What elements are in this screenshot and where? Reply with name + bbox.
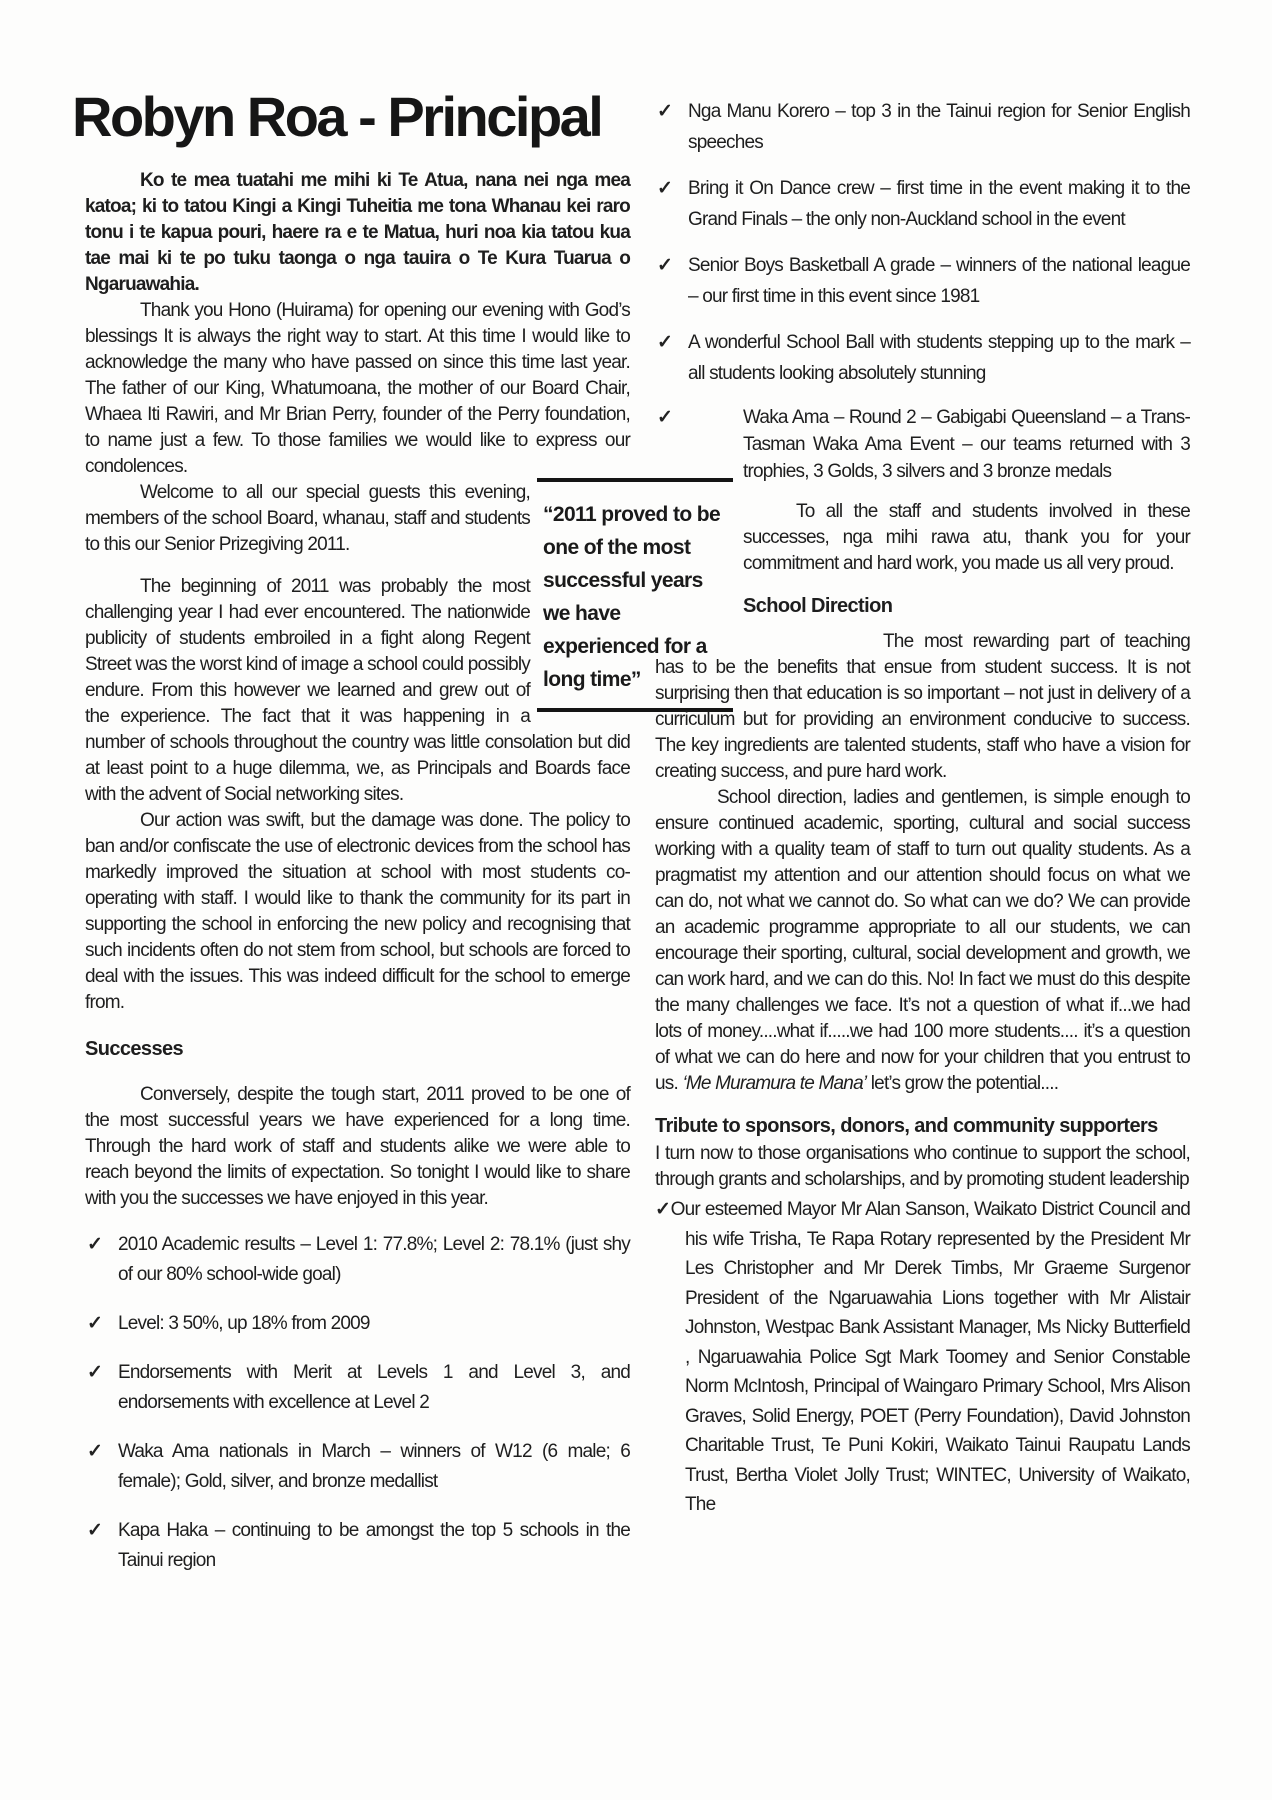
list-item (655, 173, 1190, 235)
list-item-text: Kapa Haka – continuing to be amongst the top 5 schools in the Tainui region (118, 1520, 630, 1571)
list-item (85, 1437, 630, 1497)
check-icon: ✓ (657, 255, 673, 276)
sponsor-list-item (655, 1195, 1190, 1520)
sponsor-list-text: Our esteemed Mayor Mr Alan Sanson, Waikato District Council and his wife Trisha, Te Rapa Rotary represented by the President Mr Les Christopher and Mr Derek Timbs, Mr Graeme Surgenor President of the Ngaruawahia Lions together with Mr Alistair Johnston, Westpac Bank Assistant Manager, Ms Nicky Butterfield , Ngaruawahia Police Sgt Mark Toomey and Senior Constable Norm McIntosh, Principal of Waingaro Primary School, Mrs Alison Graves, Solid Energy, POET (Perry Foundation), David Johnston Charitable Trust, Te Puni Kokiri, Waikato Tainui Raupatu Lands Trust, Bertha Violet Jolly Trust; WINTEC, University of Waikato, The (670, 1199, 1190, 1515)
list-item-text: Level: 3 50%, up 18% from 2009 (118, 1313, 370, 1334)
maori-motto: ‘Me Muramura te Mana’ (682, 1073, 867, 1094)
check-icon: ✓ (87, 1441, 103, 1462)
check-icon: ✓ (87, 1520, 103, 1541)
pull-quote-text: “2011 proved to be one of the most successful years we have experienced for a long time” (543, 503, 721, 691)
list-item (655, 96, 1190, 158)
direction-paragraph-2-text: School direction, ladies and gentlemen, is simple enough to ensure continued academic, sporting, cultural and social success working with a quality team of staff to turn out quality students. As a pragmatist my attention and our attention should focus on what we can do, not what we cannot do. So what can we do? We can provide an academic programme appropriate to all our students, we can encourage their sporting, cultural, social development and growth, we can work hard, and we can do this. No! In fact we must do this despite the many challenges we face. It’s not a question of what if...we had lots of money....what if.....we had 100 more students.... it’s a question of what we can do here and now for your children that you entrust to us. (655, 787, 1190, 1094)
check-icon: ✓ (657, 407, 673, 428)
list-item-text: A wonderful School Ball with students stepping up to the mark – all students looking absolutely stunning (688, 332, 1190, 384)
list-item-text: 2010 Academic results – Level 1: 77.8%; Level 2: 78.1% (just shy of our 80% school-wide goal) (118, 1234, 630, 1285)
list-item (655, 250, 1190, 312)
list-item-text: Senior Boys Basketball A grade – winners of the national league – our first time in this event since 1981 (688, 255, 1190, 307)
tribute-intro-paragraph: I turn now to those organisations who continue to support the school, through grants and scholarships, and by promoting student leadership (655, 1143, 1190, 1190)
successes-heading: Successes (85, 1038, 184, 1060)
check-icon: ✓ (87, 1313, 103, 1334)
list-item (85, 1516, 630, 1576)
thanks-paragraph: To all the staff and students involved in these successes, nga mihi rawa atu, thank you for your commitment and hard work, you made us all very proud. (743, 501, 1190, 574)
check-icon: ✓ (87, 1362, 103, 1383)
list-item-text: Waka Ama – Round 2 – Gabigabi Queensland – a Trans-Tasman Waka Ama Event – our teams returned with 3 trophies, 3 Golds, 3 silvers and 3 bronze medals (743, 407, 1190, 482)
tribute-heading: Tribute to sponsors, donors, and community supporters (655, 1115, 1158, 1137)
page-title: Robyn Roa - Principal (72, 85, 602, 148)
left-column (85, 168, 630, 1595)
list-item-text: Nga Manu Korero – top 3 in the Tainui region for Senior English speeches (688, 101, 1190, 153)
welcome-paragraph: Welcome to all our special guests this evening, members of the school Board, whanau, staff and students to this our Senior Prizegiving 2011. (85, 482, 530, 555)
check-icon: ✓ (655, 1199, 671, 1220)
list-item (655, 404, 1190, 485)
direction-paragraph-1: The most rewarding part of teaching has to be the benefits that ensue from student success. It is not surprising then that education is so important – not just in delivery of a curriculum but for providing an environment conducive to success. The key ingredients are talented students, staff who have a vision for creating success, and pure hard work. (655, 631, 1190, 782)
list-item (85, 1358, 630, 1418)
school-direction-heading: School Direction (743, 595, 893, 617)
check-icon: ✓ (87, 1234, 103, 1255)
condolences-paragraph: Thank you Hono (Huirama) for opening our evening with God’s blessings It is always the right way to start. At this time I would like to acknowledge the many who have passed on since this time last year. The father of our King, Whatumoana, the mother of our Board Chair, Whaea Iti Rawiri, and Mr Brian Perry, founder of the Perry foundation, to name just a few. To those families we would like to express our condolences. (85, 300, 630, 477)
achievements-list (655, 96, 1190, 485)
list-item-text: Endorsements with Merit at Levels 1 and Level 3, and endorsements with excellence at Level 2 (118, 1362, 630, 1413)
list-item-text: Bring it On Dance crew – first time in the event making it to the Grand Finals – the only non-Auckland school in the event (688, 178, 1190, 230)
check-icon: ✓ (657, 332, 673, 353)
check-icon: ✓ (657, 101, 673, 122)
list-item (655, 327, 1190, 389)
policy-paragraph: Our action was swift, but the damage was done. The policy to ban and/or confiscate the use of electronic devices from the school has markedly improved the situation at school with most students co-operating with staff. I would like to thank the community for its part in supporting the school in enforcing the new policy and recognising that such incidents often do not stem from school, but schools are forced to deal with the issues. This was indeed difficult for the school to emerge from. (85, 810, 630, 1013)
direction-paragraph-2 (655, 785, 1190, 1097)
successes-list (85, 1230, 630, 1576)
successes-intro-paragraph: Conversely, despite the tough start, 2011 proved to be one of the most successful years we have experienced for a long time. Through the hard work of staff and students alike we were able to reach beyond the limits of expectation. So tonight I would like to share with you the successes we have enjoyed in this year. (85, 1084, 630, 1209)
list-item (85, 1309, 630, 1339)
direction-paragraph-2-tail: let’s grow the potential.... (870, 1073, 1059, 1094)
list-item-text: Waka Ama nationals in March – winners of W12 (6 male; 6 female); Gold, silver, and bronze medallist (118, 1441, 630, 1492)
right-column (655, 96, 1190, 1520)
check-icon: ✓ (657, 178, 673, 199)
list-item (85, 1230, 630, 1290)
challenges-paragraph: The beginning of 2011 was probably the most challenging year I had ever encountered. The nationwide publicity of students embroiled in a fight along Regent Street was the worst kind of image a school could possibly endure. From this however we learned and grew out of the experience. The fact that it was happening in a number of schools throughout the country was little consolation but did at least point to a huge dilemma, we, as Principals and Boards face with the advent of Social networking sites. (85, 576, 630, 805)
mihi-paragraph: Ko te mea tuatahi me mihi ki Te Atua, nana nei nga mea katoa; ki to tatou Kingi a Kingi Tuheitia me tona Whanau kei raro tonu i te kapua pouri, haere ra e te Matua, huri noa kia tatou kua tae mai ki te po tuku taonga o nga tauira o Te Kura Tuarua o Ngaruawahia. (85, 170, 630, 295)
